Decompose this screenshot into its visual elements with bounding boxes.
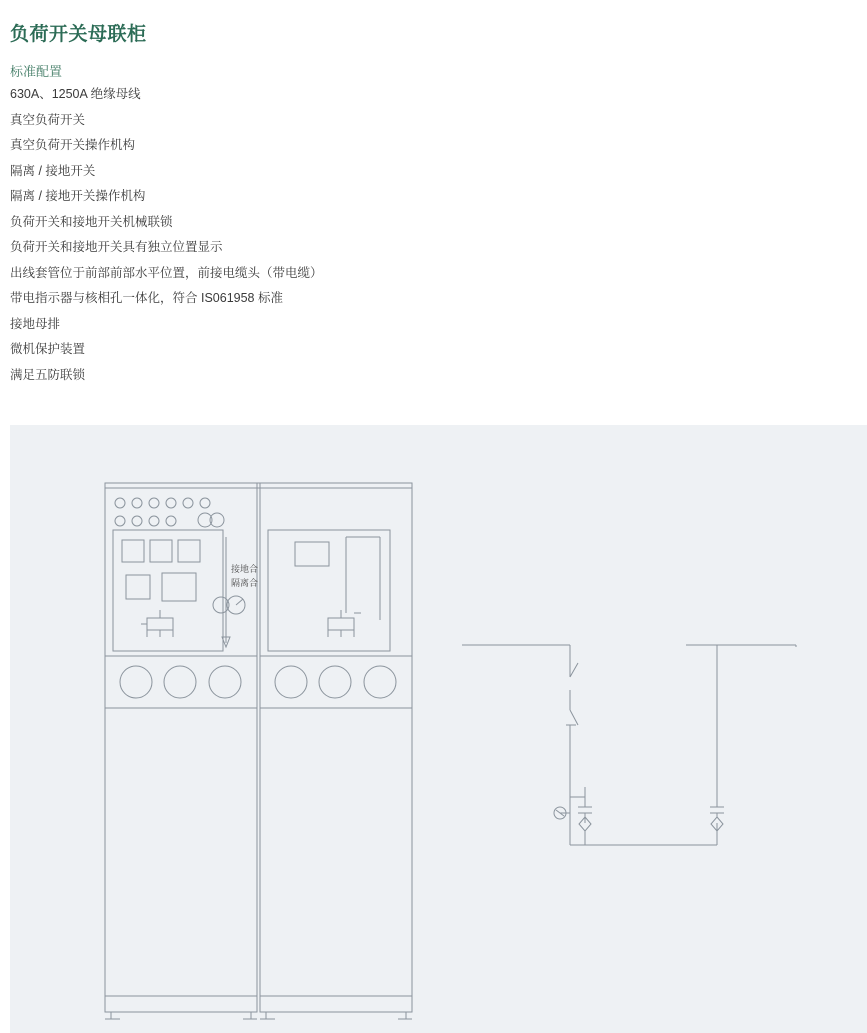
page-title: 负荷开关母联柜 [10,23,147,45]
product-figure-panel [10,425,867,1033]
list-item: 带电指示器与核相孔一体化，符合 IS061958 标准 [10,291,283,305]
list-item: 负荷开关和接地开关机械联锁 [10,214,173,229]
list-item: 隔离 / 接地开关 [10,163,96,178]
list-item: 真空负荷开关操作机构 [10,138,136,152]
switchgear-drawing [10,425,867,1033]
list-item: 真空负荷开关 [10,112,86,127]
list-item: 满足五防联锁 [10,367,86,382]
list-item: 630A、1250A 绝缘母线 [10,87,141,101]
label-isolate-close: 隔离合 [231,578,259,588]
label-ground-close: 接地合 [231,564,259,574]
section-heading: 标准配置 [10,63,63,79]
list-item: 负荷开关和接地开关具有独立位置显示 [10,240,223,254]
specification-list [10,82,630,388]
list-item: 出线套管位于前部前部水平位置，前接电缆头（带电缆） [10,265,323,280]
list-item: 隔离 / 接地开关操作机构 [10,189,146,203]
list-item: 微机保护装置 [10,342,86,356]
list-item: 接地母排 [10,316,61,331]
figure-inner [10,425,867,1033]
